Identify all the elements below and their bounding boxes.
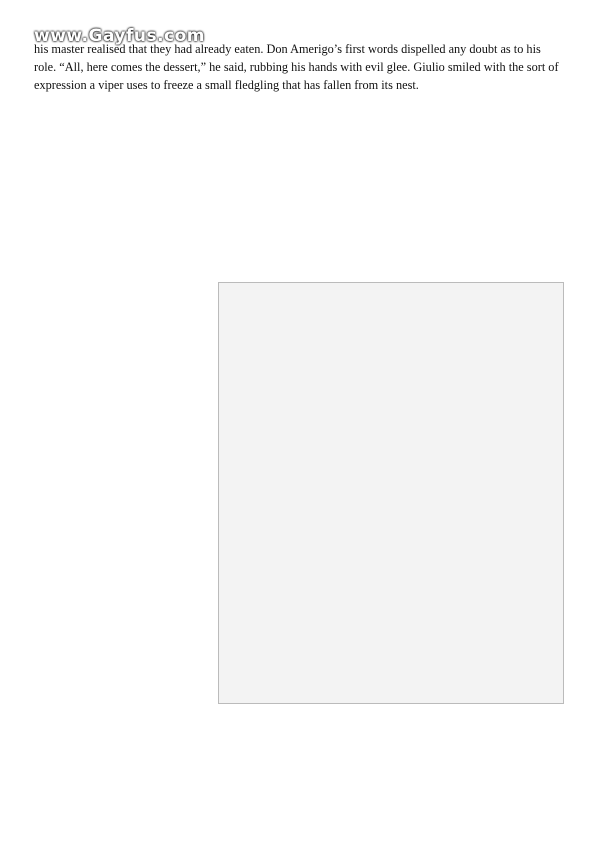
site-watermark: www.Gayfus.com (34, 26, 206, 46)
illustration-placeholder (218, 282, 564, 704)
paragraph-top: his master realised that they had already eaten. Don Amerigo’s first words dispelled any doubt as to his role. “All, here comes the dessert,” he said, rubbing his hands with evil glee. Giulio smiled with the sort of expression a viper uses to freeze a small fledgling that has fallen from its nest. (34, 42, 559, 93)
